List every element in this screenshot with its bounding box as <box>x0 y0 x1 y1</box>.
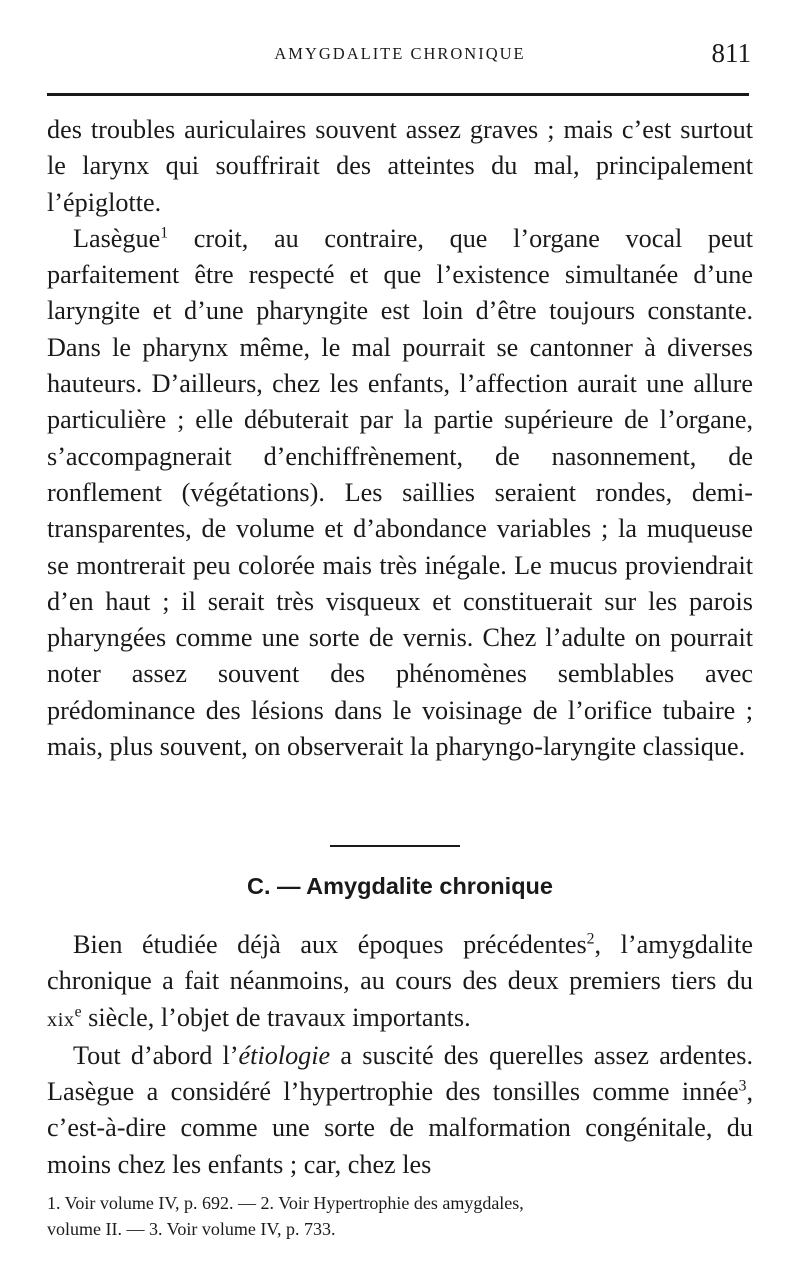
footnote-line: volume II. — 3. Voir volume IV, p. 733. <box>47 1219 336 1239</box>
paragraph-lasegue-text: croit, au contraire, que l’organe vocal peut parfaitement être respecté et que l’existence simultanée d’une laryngite et d’une pharyngite est loin d’être toujours constante. Dans le pharynx même, le mal pourrait se cantonner à diverses hauteurs. D’ailleurs, chez les enfants, l’affection aurait une allure particulière ; elle débuterait par la partie supérieure de l’organe, s’accompagnerait d’enchiffrènement, de nasonnement, de ronflement (végétations). Les saillies seraient rondes, demi-transparentes, de volume et d’abondance variables ; la muqueuse se montrerait peu colorée mais très inégale. Le mucus proviendrait d’en haut ; il serait très visqueux et constituerait sur les parois pharyngées comme une sorte de vernis. Chez l’adulte on pourrait noter assez souvent des phénomènes semblables avec prédominance des lésions dans le voisinage de l’orifice tubaire ; mais, plus souvent, on observerait la pharyngo-laryngite classique. <box>47 223 753 762</box>
century-superscript: e <box>74 1002 82 1020</box>
century-numeral: xix <box>47 1008 75 1031</box>
author-name: Lasègue <box>73 223 161 253</box>
paragraph-troubles: des troubles auriculaires souvent assez graves ; mais c’est surtout le larynx qui souffrirait des atteintes du mal, principalement l’épiglotte. <box>47 115 753 217</box>
continued-text <box>47 112 753 765</box>
text-run: , l’amygdalite chronique a fait néanmoins, au cours des deux premiers tiers du <box>47 930 753 996</box>
section-divider <box>330 845 460 847</box>
text-run: , c’est-à-dire comme une sorte de malformation congénitale, du moins chez les enfants ; car, chez les <box>47 1077 753 1179</box>
footnote-ref-3: 3 <box>738 1077 747 1095</box>
page-number: 811 <box>711 38 751 68</box>
running-header <box>47 36 753 76</box>
footnotes <box>47 1190 753 1242</box>
text-run: Tout d’abord l’ <box>73 1040 239 1070</box>
text-run: Bien étudiée déjà aux époques précédentes <box>73 930 587 959</box>
text-run: siècle, l’objet de travaux importants. <box>81 1002 471 1032</box>
paragraph-lasegue <box>47 221 753 765</box>
footnote-ref-1: 1 <box>160 224 169 242</box>
italic-term: étiologie <box>238 1040 331 1070</box>
running-title: AMYGDALITE CHRONIQUE <box>274 44 526 63</box>
section-heading: C. — Amygdalite chronique <box>247 873 553 899</box>
paragraph-amygdalite <box>47 927 753 1038</box>
footnote-ref-2: 2 <box>586 930 595 948</box>
section-text <box>47 927 753 1183</box>
text-run: a suscité des querelles assez ardentes. Lasègue a considéré l’hypertrophie des tonsilles comme innée <box>47 1040 753 1107</box>
header-rule <box>47 93 749 96</box>
footnote-line: 1. Voir volume IV, p. 692. — 2. Voir Hypertrophie des amygdales, <box>47 1193 524 1213</box>
paragraph-etiologie <box>47 1038 753 1183</box>
